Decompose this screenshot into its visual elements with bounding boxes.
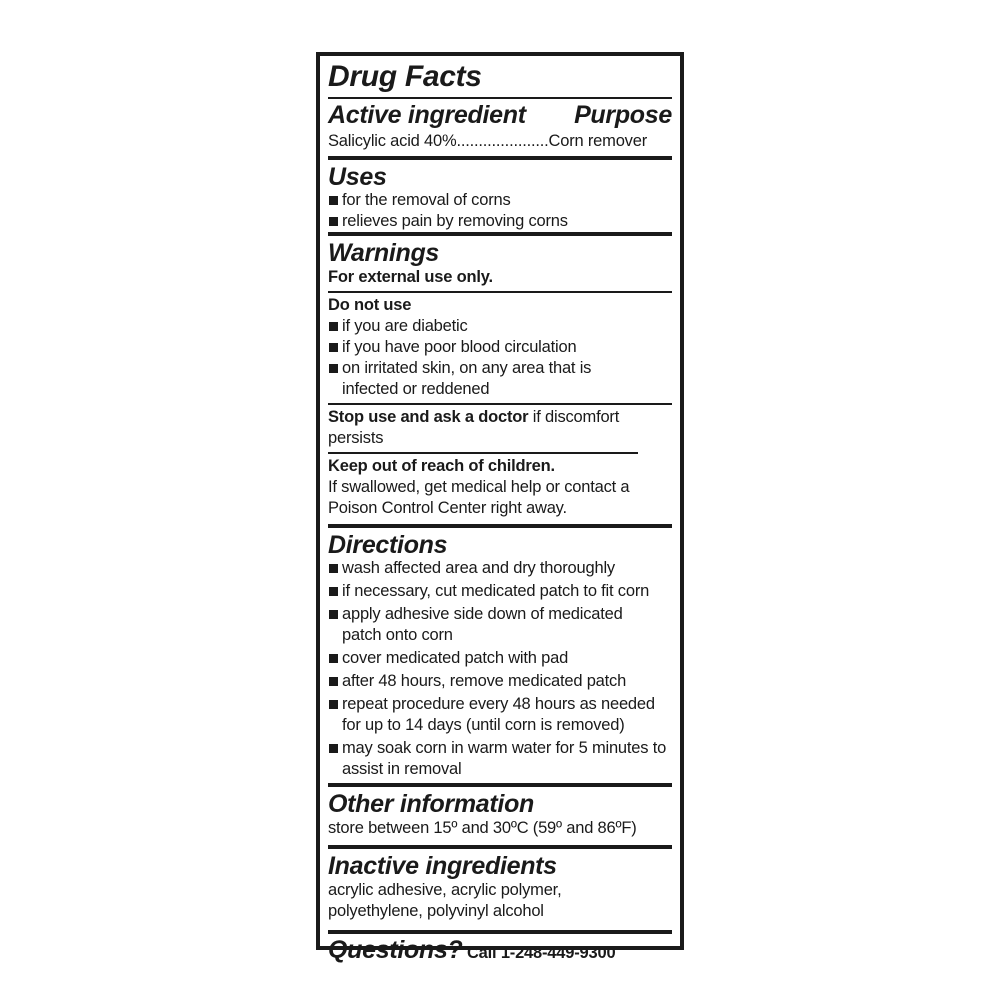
other-information-heading: Other information: [328, 790, 535, 818]
external-use-text: For external use only.: [328, 267, 672, 293]
do-not-use-heading: Do not use: [328, 296, 412, 314]
list-item: apply adhesive side down of medicated patch onto corn: [328, 604, 652, 646]
section-warnings: [328, 236, 672, 528]
questions-phone-text: Call 1-248-449-9300: [466, 944, 616, 962]
bullet-icon: [329, 700, 338, 709]
section-inactive-ingredients: [328, 849, 672, 934]
bullet-icon: [329, 196, 338, 205]
bullet-icon: [329, 217, 338, 226]
questions-heading: Questions?: [328, 936, 463, 964]
list-item: if you have poor blood circulation: [328, 337, 672, 358]
active-ingredient-heading: Active ingredient: [328, 101, 526, 129]
section-uses: [328, 160, 672, 236]
list-item: repeat procedure every 48 hours as needed for up to 14 days (until corn is removed): [328, 694, 677, 736]
bullet-icon: [329, 610, 338, 619]
section-other-information: [328, 787, 672, 849]
bullet-icon: [329, 654, 338, 663]
list-item: if you are diabetic: [328, 316, 672, 337]
keep-out-heading: Keep out of reach of children.: [328, 457, 555, 475]
bullet-icon: [329, 343, 338, 352]
bullet-icon: [329, 677, 338, 686]
list-item: may soak corn in warm water for 5 minutes to assist in removal: [328, 738, 677, 780]
list-item: relieves pain by removing corns: [328, 211, 672, 232]
section-directions: [328, 528, 672, 787]
stop-use-text: Stop use and ask a doctor if discomfort persists: [328, 405, 638, 454]
inactive-ingredients-text: acrylic adhesive, acrylic polymer, polyethylene, polyvinyl alcohol: [328, 881, 562, 920]
directions-heading: Directions: [328, 531, 448, 559]
list-item: for the removal of corns: [328, 190, 672, 211]
warnings-heading: Warnings: [328, 239, 440, 267]
inactive-ingredients-heading: Inactive ingredients: [328, 852, 557, 880]
active-ingredient-line: Salicylic acid 40%.....................Corn remover: [328, 132, 647, 150]
list-item: if necessary, cut medicated patch to fit corn: [328, 581, 672, 602]
bullet-icon: [329, 564, 338, 573]
other-information-text: store between 15º and 30ºC (59º and 86ºF): [328, 819, 637, 837]
section-active-ingredient: [328, 56, 672, 160]
list-item: after 48 hours, remove medicated patch: [328, 671, 672, 692]
keep-out-text: If swallowed, get medical help or contact a Poison Control Center right away.: [328, 478, 630, 517]
purpose-heading: Purpose: [574, 101, 672, 129]
bullet-icon: [329, 364, 338, 373]
section-questions: [328, 934, 672, 964]
bullet-icon: [329, 744, 338, 753]
bullet-icon: [329, 587, 338, 596]
list-item: on irritated skin, on any area that is infected or reddened: [328, 358, 632, 400]
uses-heading: Uses: [328, 163, 387, 191]
list-item: wash affected area and dry thoroughly: [328, 558, 672, 579]
list-item: cover medicated patch with pad: [328, 648, 672, 669]
drug-facts-title: Drug Facts: [328, 60, 482, 93]
bullet-icon: [329, 322, 338, 331]
drug-facts-panel: [316, 52, 684, 964]
